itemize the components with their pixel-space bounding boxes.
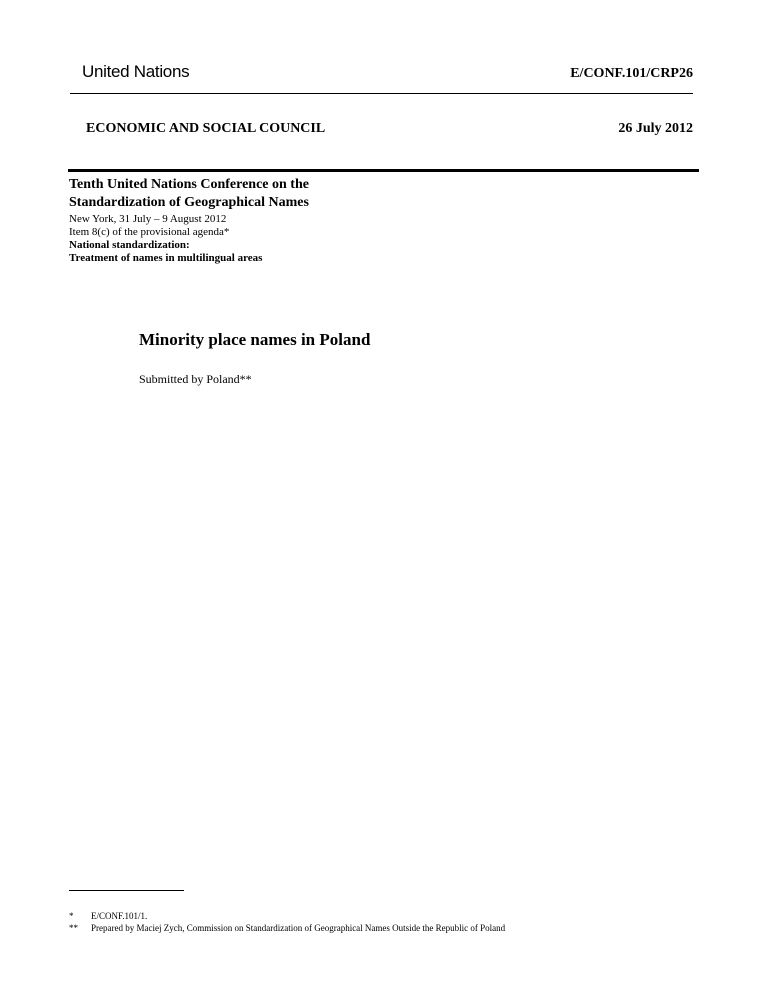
footnote-2-mark: **	[69, 923, 78, 933]
agenda-subtopic: Treatment of names in multilingual areas	[69, 252, 263, 264]
header-divider	[70, 93, 693, 94]
footnote-1-text: E/CONF.101/1.	[91, 911, 148, 921]
conference-location-dates: New York, 31 July – 9 August 2012	[69, 213, 227, 225]
footnote-1-mark: *	[69, 911, 74, 921]
agenda-item: Item 8(c) of the provisional agenda*	[69, 226, 230, 238]
footnote-1	[69, 910, 147, 922]
footnote-2	[69, 922, 505, 934]
document-date: 26 July 2012	[618, 121, 693, 136]
footnote-2-text: Prepared by Maciej Zych, Commission on Standardization of Geographical Names Outside the Republic of Poland	[91, 923, 506, 933]
conference-title-line-1: Tenth United Nations Conference on the	[69, 177, 309, 192]
conference-title	[69, 176, 309, 212]
footnote-divider	[69, 890, 184, 891]
document-title: Minority place names in Poland	[139, 330, 371, 349]
organization-name: United Nations	[82, 62, 190, 81]
conference-title-line-2: Standardization of Geographical Names	[69, 195, 309, 210]
agenda-topic: National standardization:	[69, 239, 190, 251]
section-divider	[68, 169, 699, 172]
document-symbol: E/CONF.101/CRP26	[570, 66, 693, 81]
submitted-by: Submitted by Poland**	[139, 372, 252, 386]
council-name: ECONOMIC AND SOCIAL COUNCIL	[86, 121, 326, 136]
